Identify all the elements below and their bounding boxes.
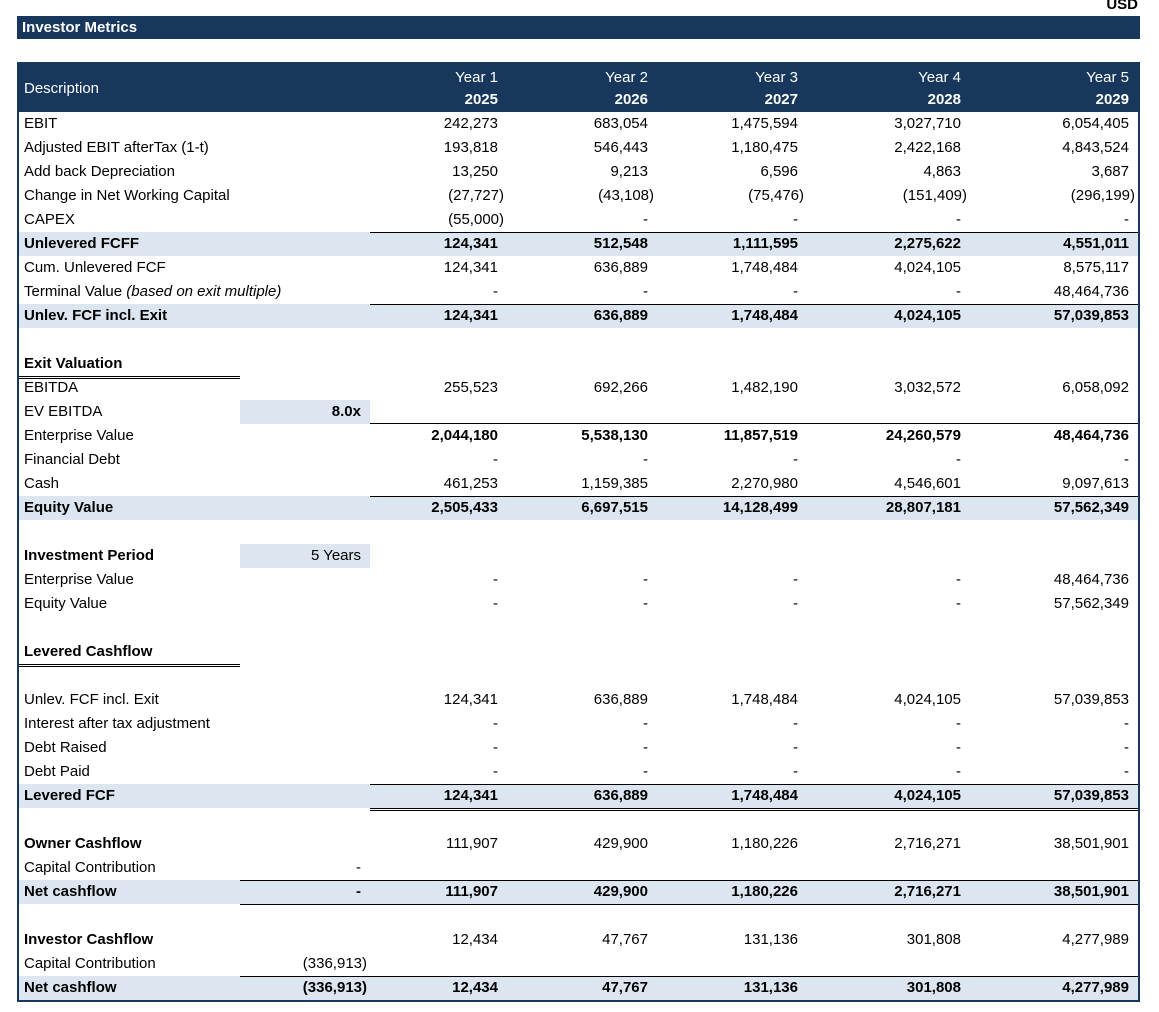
value-cell: [507, 640, 657, 667]
value-cell: 12,434: [452, 979, 498, 996]
value-cell: [970, 856, 1138, 881]
value-cell: [807, 352, 970, 379]
value-cell: 124,341: [443, 691, 498, 708]
value-cell: 683,054: [593, 115, 648, 132]
section-header-row: [19, 352, 1138, 376]
initial-value-cell: -: [240, 856, 370, 881]
value-cell: -: [507, 760, 657, 785]
spacer-row: [19, 520, 1138, 544]
value-cell: -: [370, 760, 507, 785]
spacer-row: [19, 616, 1138, 640]
value-cell: 4,024,105: [894, 307, 961, 324]
assumption-input-cell[interactable]: 5 Years: [240, 544, 370, 568]
value-cell: 2,275,622: [894, 235, 961, 252]
row-label: Levered FCF: [24, 787, 115, 804]
value-cell: 3,027,710: [894, 115, 961, 132]
value-cell: 57,039,853: [1053, 691, 1129, 708]
table-row: [19, 304, 1138, 328]
value-cell: -: [793, 715, 798, 732]
value-cell: [657, 400, 807, 424]
value-cell: 1,180,226: [731, 835, 798, 852]
table-row: [19, 280, 1138, 304]
row-label: Net cashflow: [24, 883, 117, 900]
value-cell: 4,277,989: [1062, 979, 1129, 996]
value-cell: 48,464,736: [1053, 571, 1129, 588]
spacer-row: [19, 904, 1138, 928]
value-cell: [507, 352, 657, 379]
table-row: [19, 472, 1138, 496]
value-cell: -: [643, 715, 648, 732]
value-cell: 1,159,385: [507, 472, 657, 497]
value-cell: [807, 856, 970, 881]
section-header-row: [19, 640, 1138, 664]
initial-value-cell: [240, 496, 370, 520]
value-cell: 301,808: [906, 931, 961, 948]
value-cell: 6,054,405: [1062, 115, 1129, 132]
value-cell: 4,277,989: [1062, 931, 1129, 948]
row-label: Debt Raised: [24, 739, 107, 756]
table-row: [19, 496, 1138, 520]
value-cell: 255,523: [443, 379, 498, 396]
value-cell: [970, 544, 1138, 568]
initial-value-cell: [240, 136, 370, 160]
value-cell: 512,548: [593, 235, 648, 252]
table-row: [19, 256, 1138, 280]
row-label: Investor Cashflow: [24, 931, 154, 948]
value-cell: 4,024,105: [894, 259, 961, 276]
initial-value-cell: [240, 568, 370, 592]
value-cell: 1,748,484: [731, 307, 798, 324]
table-row: [19, 424, 1138, 448]
value-cell: 47,767: [602, 979, 648, 996]
initial-value-cell: [240, 112, 370, 136]
value-cell: -: [493, 595, 498, 612]
value-cell: -: [493, 715, 498, 732]
value-cell: 692,266: [593, 379, 648, 396]
value-cell: -: [793, 595, 798, 612]
value-cell: 48,464,736: [970, 280, 1138, 305]
value-cell: -: [956, 595, 961, 612]
row-label: Enterprise Value: [24, 427, 134, 444]
value-cell: 6,697,515: [581, 499, 648, 516]
value-cell: [970, 640, 1138, 667]
value-cell: -: [657, 208, 807, 233]
row-label: Cash: [24, 475, 60, 492]
initial-value-cell: [240, 424, 370, 448]
value-cell: -: [370, 280, 507, 305]
value-cell: 48,464,736: [1053, 427, 1129, 444]
value-cell: [970, 952, 1138, 977]
table-row: [19, 760, 1138, 784]
value-cell: 636,889: [593, 307, 648, 324]
value-cell: 1,748,484: [731, 259, 798, 276]
value-cell: 2,505,433: [431, 499, 498, 516]
initial-value-cell: [240, 280, 370, 305]
table-row: [19, 688, 1138, 712]
value-cell: [370, 952, 507, 977]
row-label-italic-note: (based on exit multiple): [126, 283, 282, 300]
row-label: Enterprise Value: [24, 571, 134, 588]
table-body: [19, 112, 1138, 1000]
row-label: EV EBITDA: [24, 403, 103, 420]
value-cell: -: [793, 451, 798, 468]
column-header-year-1: Year 1 2025: [455, 69, 498, 108]
value-cell: [807, 400, 970, 424]
value-cell: 546,443: [593, 139, 648, 156]
value-cell: 461,253: [370, 472, 507, 497]
value-cell: -: [643, 739, 648, 756]
table-row: [19, 232, 1138, 256]
initial-value-cell: [240, 760, 370, 785]
row-label: Adjusted EBIT afterTax (1-t): [24, 139, 209, 156]
value-cell: 429,900: [507, 880, 657, 905]
row-label: Add back Depreciation: [24, 163, 175, 180]
value-cell: [507, 544, 657, 568]
initial-value-cell: [240, 448, 370, 472]
row-label: EBITDA: [24, 379, 79, 396]
column-header-year-4: Year 4 2028: [918, 69, 961, 108]
row-label: Capital Contribution: [24, 859, 156, 876]
value-cell: 4,024,105: [807, 784, 970, 811]
value-cell: -: [507, 208, 657, 233]
value-cell: [657, 544, 807, 568]
value-cell: -: [1124, 715, 1129, 732]
row-label: Owner Cashflow: [24, 835, 142, 852]
table-row: [19, 928, 1138, 952]
value-cell: 3,032,572: [894, 379, 961, 396]
value-cell: -: [807, 208, 970, 233]
sheet-title-bar: [17, 16, 1140, 39]
value-cell: 1,482,190: [731, 379, 798, 396]
value-cell: -: [493, 451, 498, 468]
value-cell: (75,476): [748, 187, 804, 204]
initial-value-cell: [240, 832, 370, 856]
value-cell: 47,767: [602, 931, 648, 948]
initial-value-cell: [240, 928, 370, 952]
initial-value-cell: (336,913): [302, 979, 367, 996]
value-cell: 636,889: [593, 691, 648, 708]
table-row: [19, 856, 1138, 880]
value-cell: -: [657, 280, 807, 305]
value-cell: 636,889: [507, 784, 657, 811]
value-cell: 5,538,130: [581, 427, 648, 444]
table-row: [19, 544, 1138, 568]
value-cell: 11,857,519: [723, 427, 798, 444]
value-cell: [807, 640, 970, 667]
value-cell: (55,000): [370, 208, 507, 233]
table-row: [19, 184, 1138, 208]
table-header-row: [19, 64, 1138, 112]
initial-value-cell: [240, 712, 370, 736]
initial-value-cell: [240, 784, 370, 811]
currency-label: USD: [1106, 0, 1138, 13]
value-cell: 57,039,853: [970, 784, 1138, 811]
value-cell: 4,546,601: [807, 472, 970, 497]
value-cell: -: [1124, 451, 1129, 468]
value-cell: 1,180,475: [731, 139, 798, 156]
value-cell: 2,422,168: [894, 139, 961, 156]
value-cell: 28,807,181: [885, 499, 961, 516]
value-cell: 4,024,105: [894, 691, 961, 708]
spacer-row: [19, 664, 1138, 688]
table-row: [19, 976, 1138, 1000]
table-row: [19, 376, 1138, 400]
row-label: Net cashflow: [24, 979, 117, 996]
value-cell: -: [643, 595, 648, 612]
value-cell: 111,907: [446, 835, 498, 852]
table-row: [19, 136, 1138, 160]
value-cell: 9,213: [610, 163, 648, 180]
value-cell: 4,551,011: [1063, 235, 1129, 252]
row-label: CAPEX: [24, 211, 75, 228]
value-cell: [970, 352, 1138, 379]
value-cell: [657, 856, 807, 881]
value-cell: -: [956, 451, 961, 468]
value-cell: 111,907: [370, 880, 507, 905]
value-cell: 242,273: [443, 115, 498, 132]
row-label: EBIT: [24, 115, 58, 132]
value-cell: 1,748,484: [657, 784, 807, 811]
initial-value-cell: [240, 304, 370, 328]
initial-value-cell: [240, 472, 370, 497]
value-cell: -: [956, 739, 961, 756]
value-cell: [370, 544, 507, 568]
table-row: [19, 736, 1138, 760]
value-cell: [657, 952, 807, 977]
value-cell: [370, 856, 507, 881]
value-cell: 8,575,117: [1063, 259, 1129, 276]
assumption-input-cell[interactable]: 8.0x: [240, 400, 370, 424]
value-cell: 57,562,349: [1053, 499, 1129, 516]
initial-value-cell: [240, 160, 370, 184]
value-cell: [370, 400, 507, 424]
value-cell: [507, 400, 657, 424]
row-label: Change in Net Working Capital: [24, 187, 230, 204]
column-header-year-5: Year 5 2029: [1086, 69, 1129, 108]
value-cell: -: [657, 760, 807, 785]
page-title: Investor Metrics: [22, 19, 138, 36]
value-cell: 1,111,595: [732, 235, 798, 252]
table-row: [19, 112, 1138, 136]
column-header-year-3: Year 3 2027: [755, 69, 798, 108]
value-cell: -: [793, 739, 798, 756]
value-cell: [507, 952, 657, 977]
value-cell: 57,562,349: [1053, 595, 1129, 612]
table-row: [19, 160, 1138, 184]
value-cell: 24,260,579: [885, 427, 961, 444]
table-row: [19, 832, 1138, 856]
table-row: [19, 448, 1138, 472]
value-cell: 38,501,901: [1053, 835, 1129, 852]
value-cell: [507, 856, 657, 881]
value-cell: 124,341: [443, 259, 498, 276]
row-label: Terminal Value (based on exit multiple): [24, 283, 282, 300]
value-cell: 131,136: [743, 979, 798, 996]
row-label: Interest after tax adjustment: [24, 715, 210, 732]
initial-value-cell: [240, 592, 370, 616]
table-row: [19, 784, 1138, 808]
column-header-spacer: [240, 64, 370, 112]
row-label: Financial Debt: [24, 451, 120, 468]
value-cell: [970, 400, 1138, 424]
table-row: [19, 712, 1138, 736]
value-cell: 2,044,180: [431, 427, 498, 444]
row-label: Capital Contribution: [24, 955, 156, 972]
value-cell: 4,843,524: [1062, 139, 1129, 156]
table-row: [19, 592, 1138, 616]
value-cell: (296,199): [1070, 187, 1135, 204]
value-cell: 2,270,980: [657, 472, 807, 497]
value-cell: -: [956, 715, 961, 732]
value-cell: 57,039,853: [1053, 307, 1129, 324]
value-cell: 6,596: [760, 163, 798, 180]
value-cell: 2,716,271: [807, 880, 970, 905]
value-cell: [657, 640, 807, 667]
initial-value-cell: [240, 736, 370, 760]
initial-value-cell: [240, 208, 370, 233]
metrics-table: [17, 62, 1140, 1002]
spacer-row: [19, 808, 1138, 832]
table-row: [19, 400, 1138, 424]
column-header-year-2: Year 2 2026: [605, 69, 648, 108]
row-label: Unlevered FCFF: [24, 235, 140, 252]
value-cell: 301,808: [906, 979, 961, 996]
value-cell: [807, 952, 970, 977]
value-cell: 12,434: [452, 931, 498, 948]
column-header-description: Description: [24, 79, 100, 97]
value-cell: -: [1124, 739, 1129, 756]
value-cell: -: [970, 208, 1138, 233]
value-cell: [370, 352, 507, 379]
value-cell: 636,889: [593, 259, 648, 276]
initial-value-cell: [240, 232, 370, 256]
row-label: Unlev. FCF incl. Exit: [24, 691, 159, 708]
initial-value-cell: (336,913): [240, 952, 370, 977]
initial-value-cell: [240, 640, 370, 667]
value-cell: 38,501,901: [970, 880, 1138, 905]
value-cell: 193,818: [443, 139, 498, 156]
value-cell: -: [807, 760, 970, 785]
value-cell: -: [643, 451, 648, 468]
row-label: Levered Cashflow: [19, 640, 240, 667]
row-label: Investment Period: [24, 547, 155, 564]
initial-value-cell: -: [240, 880, 370, 905]
value-cell: 1,180,226: [657, 880, 807, 905]
value-cell: (43,108): [598, 187, 654, 204]
row-label: Cum. Unlevered FCF: [24, 259, 166, 276]
row-label: Unlev. FCF incl. Exit: [24, 307, 168, 324]
value-cell: [807, 544, 970, 568]
value-cell: -: [956, 571, 961, 588]
value-cell: (27,727): [448, 187, 504, 204]
value-cell: 429,900: [593, 835, 648, 852]
value-cell: 1,748,484: [731, 691, 798, 708]
value-cell: 2,716,271: [894, 835, 961, 852]
value-cell: [370, 640, 507, 667]
value-cell: 13,250: [452, 163, 498, 180]
value-cell: 14,128,499: [722, 499, 798, 516]
row-label: Equity Value: [24, 499, 114, 516]
value-cell: -: [507, 280, 657, 305]
value-cell: 4,863: [923, 163, 961, 180]
row-label: Debt Paid: [24, 763, 90, 780]
value-cell: (151,409): [902, 187, 967, 204]
value-cell: -: [493, 739, 498, 756]
value-cell: -: [970, 760, 1138, 785]
value-cell: [657, 352, 807, 379]
value-cell: -: [793, 571, 798, 588]
value-cell: -: [807, 280, 970, 305]
value-cell: -: [493, 571, 498, 588]
table-row: [19, 880, 1138, 904]
initial-value-cell: [240, 256, 370, 280]
initial-value-cell: [240, 352, 370, 379]
row-label: Equity Value: [24, 595, 108, 612]
value-cell: -: [643, 571, 648, 588]
row-label: Exit Valuation: [19, 352, 240, 379]
table-row: [19, 208, 1138, 232]
value-cell: 124,341: [443, 307, 498, 324]
table-row: [19, 568, 1138, 592]
value-cell: 3,687: [1091, 163, 1129, 180]
initial-value-cell: [240, 376, 370, 400]
value-cell: 1,475,594: [731, 115, 798, 132]
spacer-row: [19, 328, 1138, 352]
value-cell: 131,136: [743, 931, 798, 948]
value-cell: 124,341: [370, 784, 507, 811]
value-cell: 9,097,613: [970, 472, 1138, 497]
value-cell: 124,341: [443, 235, 498, 252]
initial-value-cell: [240, 688, 370, 712]
value-cell: 6,058,092: [1062, 379, 1129, 396]
table-row: [19, 952, 1138, 976]
initial-value-cell: [240, 184, 370, 208]
